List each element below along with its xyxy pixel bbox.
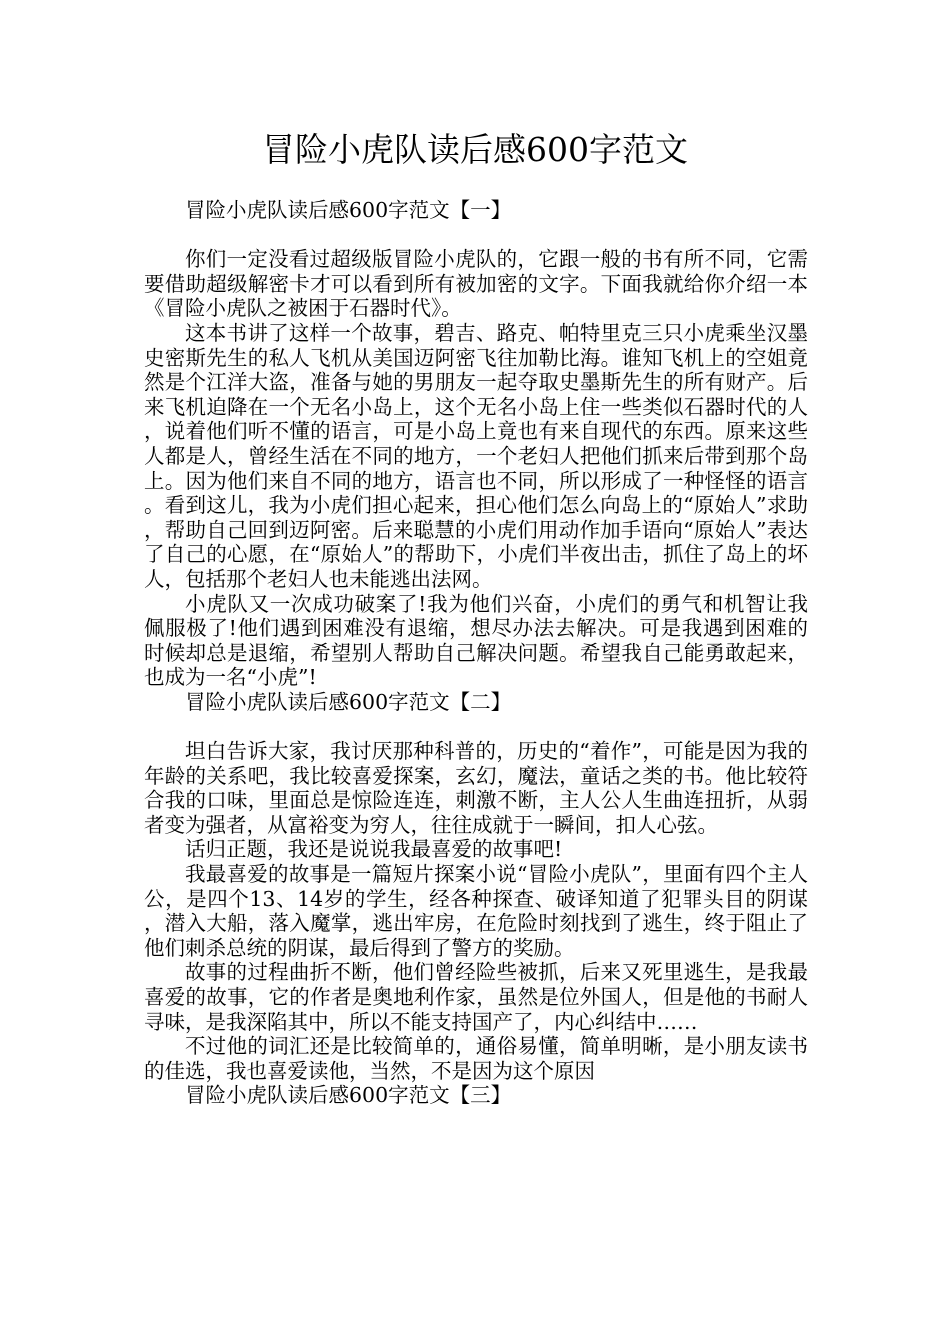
paragraph: 故事的过程曲折不断，他们曾经险些被抓，后来又死里逃生，是我最喜爱的故事，它的作者是奥地利作家，虽然是位外国人，但是他的书耐人寻味，是我深陷其中，所以不能支持国产了，内心纠结中…… [144, 960, 808, 1034]
paragraph: 坦白告诉大家，我讨厌那种科普的，历史的“着作”，可能是因为我的年龄的关系吧，我比较喜爱探案，玄幻，魔法，童话之类的书。他比较符合我的口味，里面总是惊险连连，刺激不断，主人公人生曲连扭折，从弱者变为强者，从富裕变为穷人，往往成就于一瞬间，扣人心弦。 [144, 739, 808, 837]
paragraph: 我最喜爱的故事是一篇短片探案小说“冒险小虎队”，里面有四个主人公，是四个13、14岁的学生，经各种探查、破译知道了犯罪头目的阴谋，潜入大船，落入魔掌，逃出牢房，在危险时刻找到了逃生，终于阻止了他们刺杀总统的阴谋，最后得到了警方的奖励。 [144, 862, 808, 960]
section-heading-3: 冒险小虎队读后感600字范文【三】 [185, 1083, 512, 1108]
section-heading-1: 冒险小虎队读后感600字范文【一】 [185, 198, 512, 222]
paragraph: 不过他的词汇还是比较简单的，通俗易懂，简单明晰，是小朋友读书的佳选，我也喜爱读他，当然，不是因为这个原因 [144, 1034, 808, 1083]
paragraph: 小虎队又一次成功破案了!我为他们兴奋，小虎们的勇气和机智让我佩服极了!他们遇到困难没有退缩，想尽办法去解决。可是我遇到困难的时候却总是退缩，希望别人帮助自己解决问题。希望我自己能勇敢起来，也成为一名“小虎”! [144, 591, 808, 690]
page-title: 冒险小虎队读后感600字范文 [262, 130, 688, 169]
document-body [144, 198, 808, 1108]
paragraph: 你们一定没看过超级版冒险小虎队的，它跟一般的书有所不同，它需要借助超级解密卡才可以看到所有被加密的文字。下面我就给你介绍一本《冒险小虎队之被困于石器时代》。 [144, 247, 808, 321]
paragraph: 话归正题，我还是说说我最喜爱的故事吧! [185, 837, 563, 862]
paragraph: 这本书讲了这样一个故事，碧吉、路克、帕特里克三只小虎乘坐汉墨史密斯先生的私人飞机从美国迈阿密飞往加勒比海。谁知飞机上的空姐竟然是个江洋大盗，准备与她的男朋友一起夺取史墨斯先生的所有财产。后来飞机迫降在一个无名小岛上，这个无名小岛上住一些类似石器时代的人，说着他们听不懂的语言，可是小岛上竟也有来自现代的东西。原来这些人都是人，曾经生活在不同的地方，一个老妇人把他们抓来后带到那个岛上。因为他们来自不同的地方，语言也不同，所以形成了一种怪怪的语言。看到这儿，我为小虎们担心起来，担心他们怎么向岛上的“原始人”求助，帮助自己回到迈阿密。后来聪慧的小虎们用动作加手语向“原始人”表达了自己的心愿，在“原始人”的帮助下，小虎们半夜出击，抓住了岛上的坏人，包括那个老妇人也未能逃出法网。 [144, 320, 808, 591]
section-heading-2: 冒险小虎队读后感600字范文【二】 [185, 689, 512, 714]
